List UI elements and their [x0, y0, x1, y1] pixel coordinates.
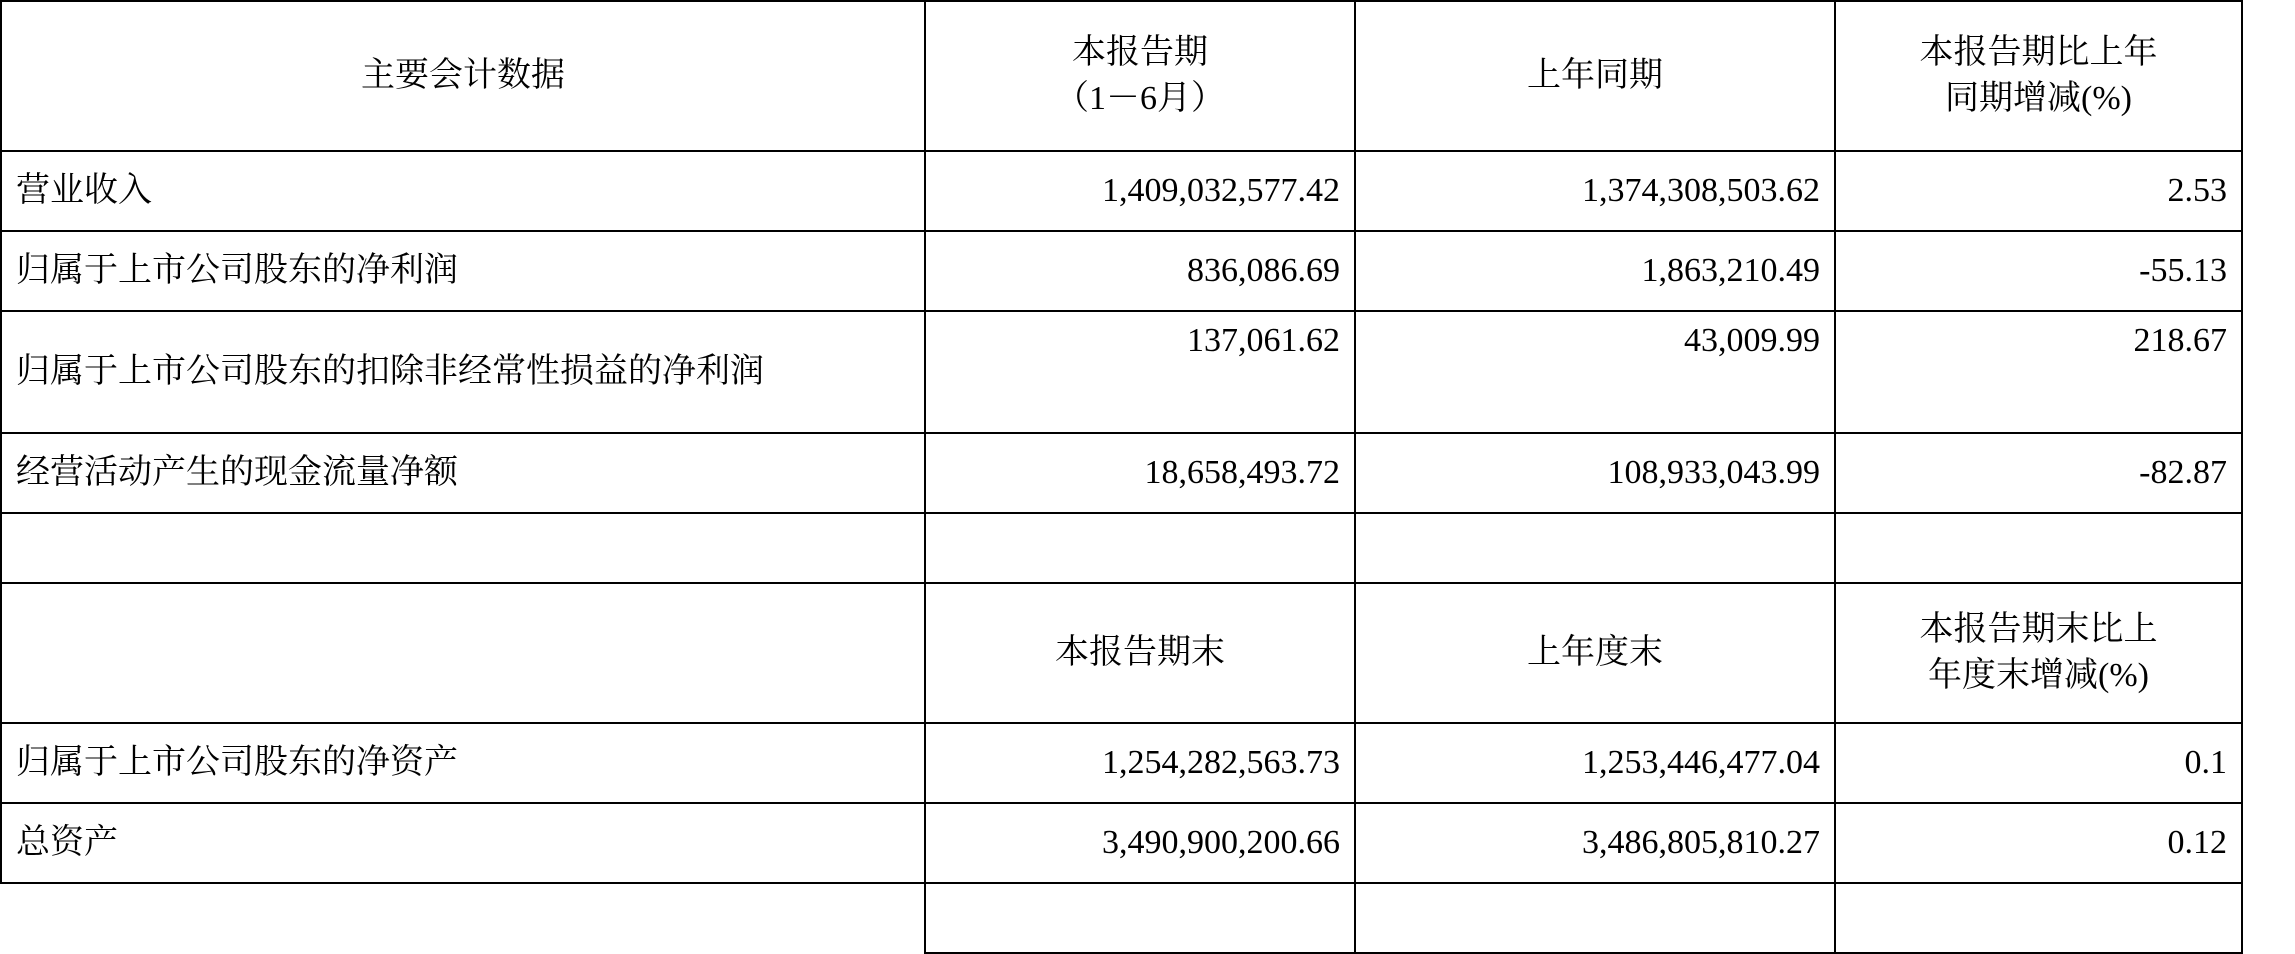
- spacer-cell-previous: [1355, 513, 1835, 583]
- row-label-net-profit-attributable: 归属于上市公司股东的净利润: [1, 231, 925, 311]
- table-header-row-balance: [1, 583, 2242, 723]
- header-yoy-change-line2: 同期增减(%): [1945, 80, 2132, 117]
- table-row: [1, 151, 2242, 231]
- table-row: [1, 231, 2242, 311]
- row-value-change: 218.67: [1835, 311, 2242, 433]
- row-value-change: -55.13: [1835, 231, 2242, 311]
- row-label-net-assets-attributable: 归属于上市公司股东的净资产: [1, 723, 925, 803]
- table-row: [1, 723, 2242, 803]
- row-value-current: 836,086.69: [925, 231, 1355, 311]
- header-end-of-current-period: 本报告期末: [925, 583, 1355, 723]
- row-value-current: 18,658,493.72: [925, 433, 1355, 513]
- row-value-current: 1,254,282,563.73: [925, 723, 1355, 803]
- header-current-period-line2: （1－6月）: [1055, 80, 1225, 117]
- table-row: [1, 433, 2242, 513]
- table-spacer-row: [1, 883, 2242, 953]
- row-label-operating-revenue: 营业收入: [1, 151, 925, 231]
- header-period-end-change-line1: 本报告期末比上: [1919, 611, 2158, 649]
- row-value-change: 0.1: [1835, 723, 2242, 803]
- spacer-cell-change: [1835, 513, 2242, 583]
- row-label-total-assets: 总资产: [1, 803, 925, 883]
- header-yoy-change-line1: 本报告期比上年: [1919, 34, 2158, 72]
- row-value-previous: 108,933,043.99: [1355, 433, 1835, 513]
- row-value-change: 2.53: [1835, 151, 2242, 231]
- header-empty-cell: [1, 583, 925, 723]
- header-end-of-last-year: 上年度末: [1355, 583, 1835, 723]
- header-yoy-change: [1835, 1, 2242, 151]
- header-period-end-change: [1835, 583, 2242, 723]
- spacer-cell-label: [1, 513, 925, 583]
- row-value-change: -82.87: [1835, 433, 2242, 513]
- table-spacer-row: [1, 513, 2242, 583]
- row-value-previous: 1,374,308,503.62: [1355, 151, 1835, 231]
- spacer-cell-label: [1, 883, 925, 953]
- row-value-previous: 1,863,210.49: [1355, 231, 1835, 311]
- table-row: [1, 311, 2242, 433]
- header-current-period-line1: 本报告期: [1072, 34, 1208, 72]
- row-value-change: 0.12: [1835, 803, 2242, 883]
- row-value-previous: 3,486,805,810.27: [1355, 803, 1835, 883]
- header-period-end-change-line2: 年度末增减(%): [1928, 657, 2149, 694]
- table-row: [1, 803, 2242, 883]
- header-main-accounting-data: 主要会计数据: [1, 1, 925, 151]
- spacer-cell-previous: [1355, 883, 1835, 953]
- row-value-current: 137,061.62: [925, 311, 1355, 433]
- header-current-period: [925, 1, 1355, 151]
- header-same-period-last-year: 上年同期: [1355, 1, 1835, 151]
- row-label-net-operating-cash-flow: 经营活动产生的现金流量净额: [1, 433, 925, 513]
- spacer-cell-current: [925, 883, 1355, 953]
- row-value-current: 3,490,900,200.66: [925, 803, 1355, 883]
- spacer-cell-current: [925, 513, 1355, 583]
- table-header-row-period: [1, 1, 2242, 151]
- spacer-cell-change: [1835, 883, 2242, 953]
- row-label-net-profit-deducting-nonrecurring: 归属于上市公司股东的扣除非经常性损益的净利润: [1, 311, 925, 433]
- row-value-previous: 43,009.99: [1355, 311, 1835, 433]
- row-value-previous: 1,253,446,477.04: [1355, 723, 1835, 803]
- row-value-current: 1,409,032,577.42: [925, 151, 1355, 231]
